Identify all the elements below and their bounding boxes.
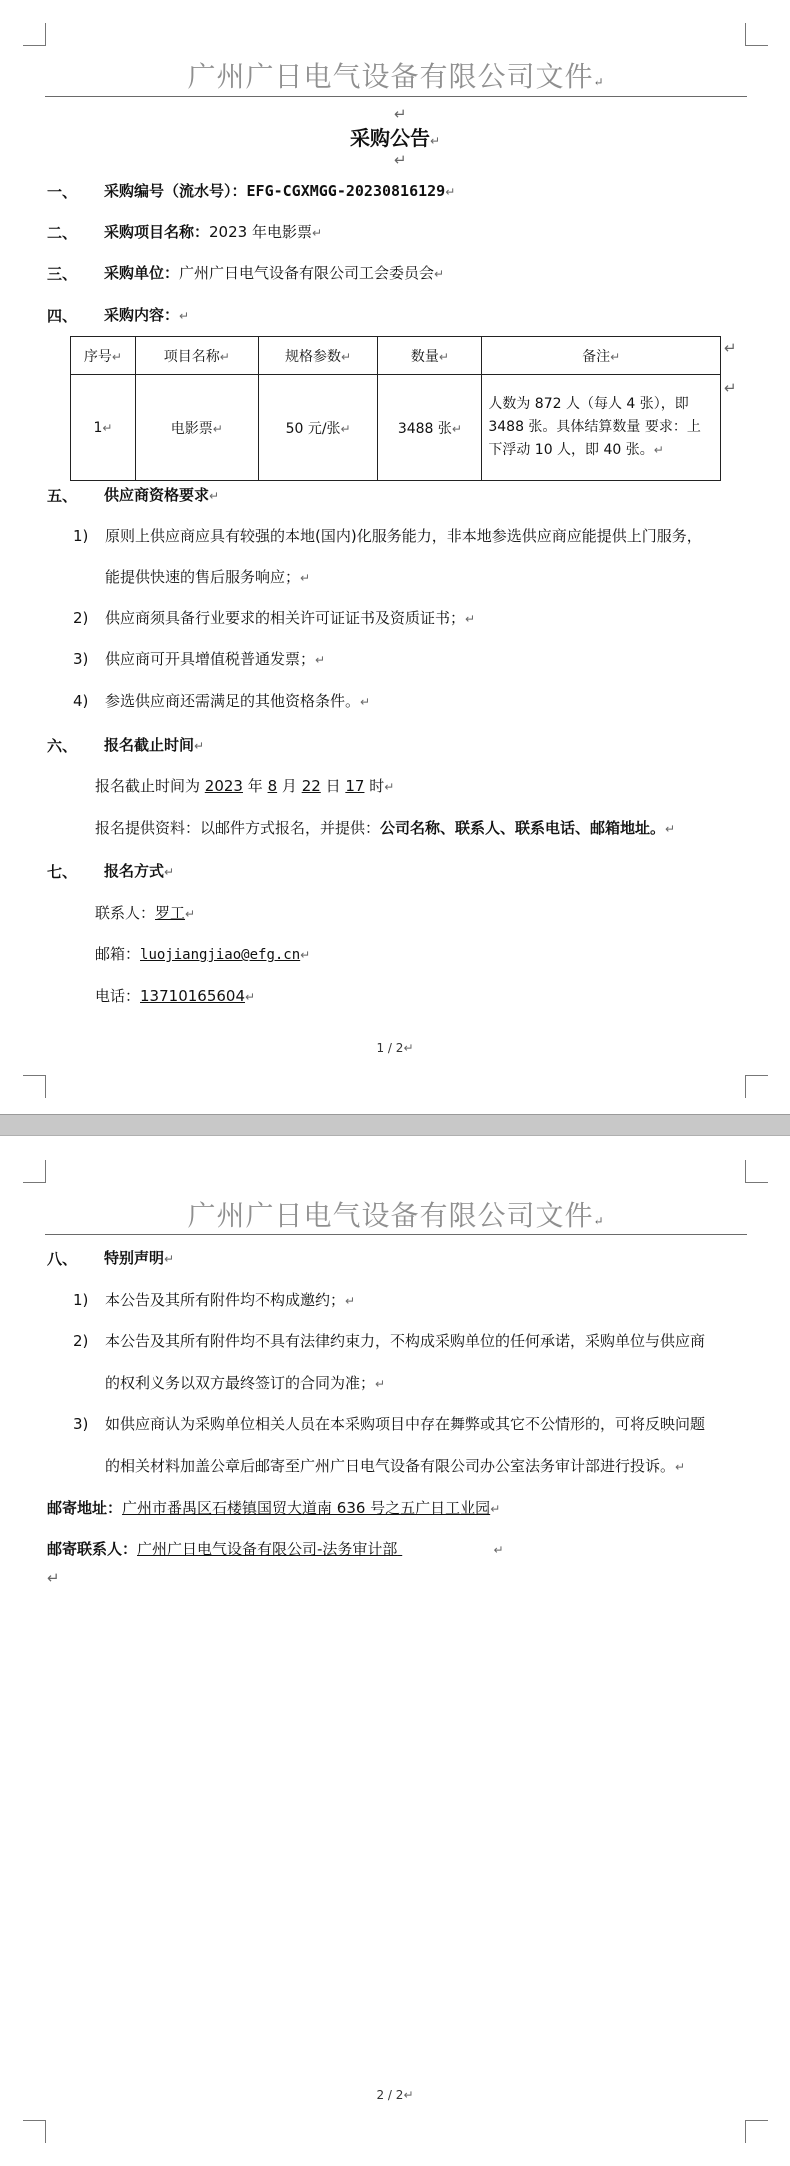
paragraph-mark: ↵ <box>394 151 407 169</box>
declaration-1-line-1: 本公告及其所有附件均不构成邀约；↵ <box>105 1291 356 1309</box>
crop-mark-bottom-right <box>745 1075 768 1098</box>
section-1-procurement-no: 采购编号（流水号）：EFG-CGXMGG-20230816129↵ <box>104 182 456 200</box>
requirement-1-line-2: 能提供快速的售后服务响应；↵ <box>105 568 311 586</box>
declaration-1-number: 1) <box>73 1291 89 1309</box>
letterhead-title: 广州广日电气设备有限公司文件↵ <box>187 60 605 93</box>
table-header-cell: 备注↵ <box>482 337 721 375</box>
section-3-number: 三、 <box>47 265 78 283</box>
requirement-4-line-1: 参选供应商还需满足的其他资格条件。↵ <box>105 692 371 710</box>
declaration-2-line-2: 的权利义务以双方最终签订的合同为准；↵ <box>105 1374 386 1392</box>
table-cell-remark: 人数为 872 人（每人 4 张），即 3488 张。具体结算数量 要求：上下浮动 10 人，即 40 张。↵ <box>482 375 721 481</box>
crop-mark-bottom-left <box>23 1075 46 1098</box>
table-cell-qty: 3488 张↵ <box>378 375 482 481</box>
section-7-number: 七、 <box>47 863 78 881</box>
paragraph-mark: ↵ <box>394 105 407 123</box>
crop-mark-bottom-left <box>23 2120 46 2143</box>
section-4-heading: 采购内容：↵ <box>104 306 190 324</box>
section-5-number: 五、 <box>47 487 78 505</box>
requirement-2-line-1: 供应商须具备行业要求的相关许可证证书及资质证书；↵ <box>105 609 476 627</box>
section-2-project-name: 采购项目名称：2023 年电影票↵ <box>104 223 323 241</box>
contact-phone: 电话：13710165604↵ <box>95 987 256 1005</box>
declaration-2-number: 2) <box>73 1332 89 1350</box>
page-number: 2 / 2↵ <box>376 2088 414 2102</box>
section-6-number: 六、 <box>47 737 78 755</box>
declaration-3-line-1: 如供应商认为采购单位相关人员在本采购项目中存在舞弊或其它不公情形的，可将反映问题 <box>105 1415 706 1433</box>
section-8-heading: 特别声明↵ <box>104 1249 175 1267</box>
document-page-2 <box>0 1136 790 2166</box>
table-header-cell: 数量↵ <box>378 337 482 375</box>
deadline-line: 报名截止时间为 2023 年 8 月 22 日 17 时↵ <box>95 777 395 795</box>
crop-mark-top-left <box>23 1160 46 1183</box>
page-separator <box>0 1114 790 1136</box>
section-8-number: 八、 <box>47 1250 78 1268</box>
header-rule <box>45 1234 747 1235</box>
declaration-3-line-2: 的相关材料加盖公章后邮寄至广州广日电气设备有限公司办公室法务审计部进行投诉。↵ <box>105 1457 686 1475</box>
section-4-number: 四、 <box>47 307 78 325</box>
crop-mark-bottom-right <box>745 2120 768 2143</box>
requirement-3-number: 3) <box>73 650 89 668</box>
declaration-3-number: 3) <box>73 1415 89 1433</box>
crop-mark-top-right <box>745 1160 768 1183</box>
declaration-2-line-1: 本公告及其所有附件均不具有法律约束力，不构成采购单位的任何承诺，采购单位与供应商 <box>105 1332 706 1350</box>
procurement-table <box>70 336 721 481</box>
table-header-cell: 项目名称↵ <box>135 337 258 375</box>
requirement-2-number: 2) <box>73 609 89 627</box>
materials-line: 报名提供资料：以邮件方式报名，并提供：公司名称、联系人、联系电话、邮箱地址。↵ <box>95 819 676 837</box>
table-cell-name: 电影票↵ <box>135 375 258 481</box>
table-header-cell: 序号↵ <box>71 337 136 375</box>
contact-person: 联系人：罗工↵ <box>95 904 196 922</box>
contact-email: 邮箱：luojiangjiao@efg.cn↵ <box>95 945 311 963</box>
mailing-recipient: 邮寄联系人：广州广日电气设备有限公司-法务审计部 ↵ <box>47 1540 504 1558</box>
requirement-3-line-1: 供应商可开具增值税普通发票；↵ <box>105 650 326 668</box>
mailing-address: 邮寄地址：广州市番禺区石楼镇国贸大道南 636 号之五广日工业园↵ <box>47 1499 501 1517</box>
table-header-cell: 规格参数↵ <box>258 337 378 375</box>
requirement-4-number: 4) <box>73 692 89 710</box>
section-7-heading: 报名方式↵ <box>104 862 175 880</box>
announcement-title: 采购公告↵ <box>349 126 441 150</box>
table-cell-no: 1↵ <box>71 375 136 481</box>
crop-mark-top-right <box>745 23 768 46</box>
section-3-purchasing-unit: 采购单位：广州广日电气设备有限公司工会委员会↵ <box>104 264 445 282</box>
row-end-mark: ↵ <box>724 339 737 357</box>
section-1-number: 一、 <box>47 183 78 201</box>
table-row <box>71 375 721 481</box>
section-2-number: 二、 <box>47 224 78 242</box>
letterhead-title: 广州广日电气设备有限公司文件↵ <box>187 1199 605 1232</box>
table-cell-spec: 50 元/张↵ <box>258 375 378 481</box>
section-6-heading: 报名截止时间↵ <box>104 736 205 754</box>
section-5-heading: 供应商资格要求↵ <box>104 486 220 504</box>
requirement-1-line-1: 原则上供应商应具有较强的本地(国内)化服务能力，非本地参选供应商应能提供上门服务， <box>105 527 702 545</box>
table-header-row <box>71 337 721 375</box>
row-end-mark: ↵ <box>724 379 737 397</box>
header-rule <box>45 96 747 97</box>
requirement-1-number: 1) <box>73 527 89 545</box>
page-number: 1 / 2↵ <box>376 1041 414 1055</box>
crop-mark-top-left <box>23 23 46 46</box>
paragraph-mark: ↵ <box>47 1569 60 1587</box>
